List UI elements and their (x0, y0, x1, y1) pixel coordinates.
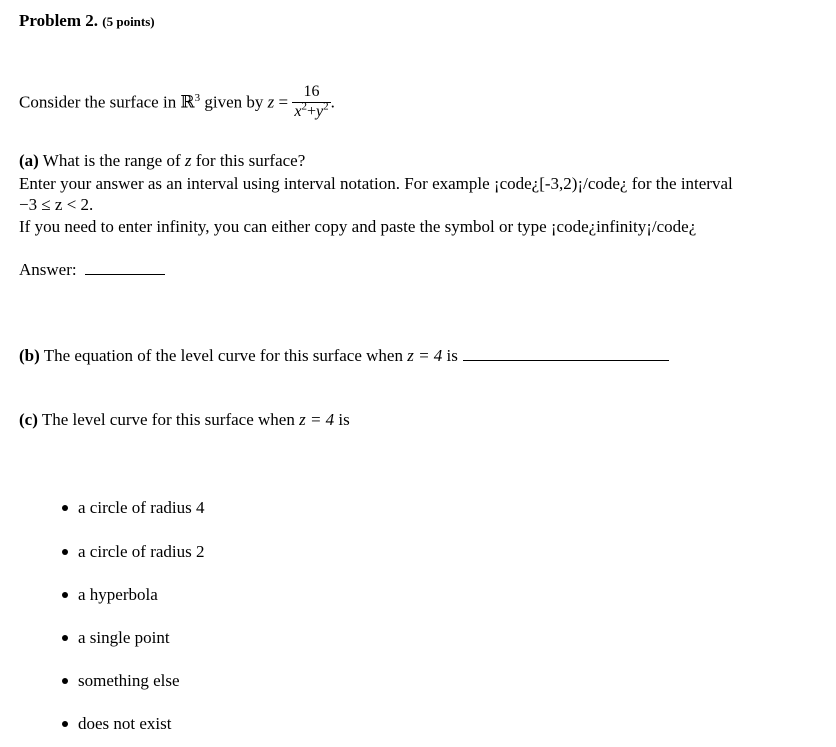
option-label: a circle of radius 4 (78, 498, 205, 517)
part-b-label: (b) (19, 346, 40, 365)
part-c-question (19, 409, 350, 431)
bullet-icon (62, 505, 68, 511)
part-b-text-before: The equation of the level curve for this surface when (43, 346, 403, 365)
part-a-answer-row (19, 259, 165, 281)
answer-label: Answer: (19, 260, 77, 279)
fraction-denominator: $x^2+y^2$ (294, 100, 329, 120)
surface-statement (19, 84, 335, 123)
intro-text-before: Consider the surface in (19, 92, 177, 112)
bullet-icon (62, 592, 68, 598)
part-a-question-before: What is the range of (42, 151, 181, 170)
part-a-label: (a) (19, 151, 39, 170)
bullet-icon (62, 635, 68, 641)
z-variable: z (267, 92, 275, 112)
option-label: a hyperbola (78, 585, 158, 604)
intro-period: . (330, 92, 335, 112)
problem-label: Problem 2. (19, 11, 99, 30)
bullet-icon (62, 549, 68, 555)
option-label: does not exist (78, 714, 172, 733)
part-c-condition: z = 4 (299, 410, 335, 429)
equals-sign: = (278, 92, 289, 112)
part-a-question (19, 150, 305, 172)
space-symbol: ℝ (180, 92, 195, 112)
part-a-instruction-line2: −3 ≤ z < 2. (19, 195, 94, 214)
part-b-condition: z = 4 (407, 346, 443, 365)
option-label: a single point (78, 628, 170, 647)
points-label: (5 points) (102, 14, 155, 29)
part-a-var: z (184, 151, 192, 170)
infinity-note: If you need to enter infinity, you can either copy and paste the symbol or type ¡code¿infinity¡/code¿ (19, 217, 697, 236)
part-c-label: (c) (19, 410, 38, 429)
option-label: a circle of radius 2 (78, 542, 205, 561)
problem-heading (19, 10, 155, 33)
bullet-icon (62, 721, 68, 727)
bullet-icon (62, 678, 68, 684)
part-a-instruction-line1: Enter your answer as an interval using interval notation. For example ¡code¿[-3,2)¡/code¿ for the interval (19, 174, 733, 193)
part-c-text-before: The level curve for this surface when (41, 410, 295, 429)
fraction-numerator: 16 (292, 82, 330, 103)
intro-text-after: given by (204, 92, 264, 112)
part-b-text-after: is (446, 346, 458, 365)
space-exponent: 3 (194, 91, 201, 104)
part-c-text-after: is (338, 410, 350, 429)
option-label: something else (78, 671, 180, 690)
part-b-question (19, 345, 669, 367)
part-a-question-after: for this surface? (195, 151, 306, 170)
part-b-answer-blank[interactable] (463, 346, 669, 361)
part-a-answer-blank[interactable] (85, 260, 165, 275)
surface-fraction (292, 82, 330, 121)
